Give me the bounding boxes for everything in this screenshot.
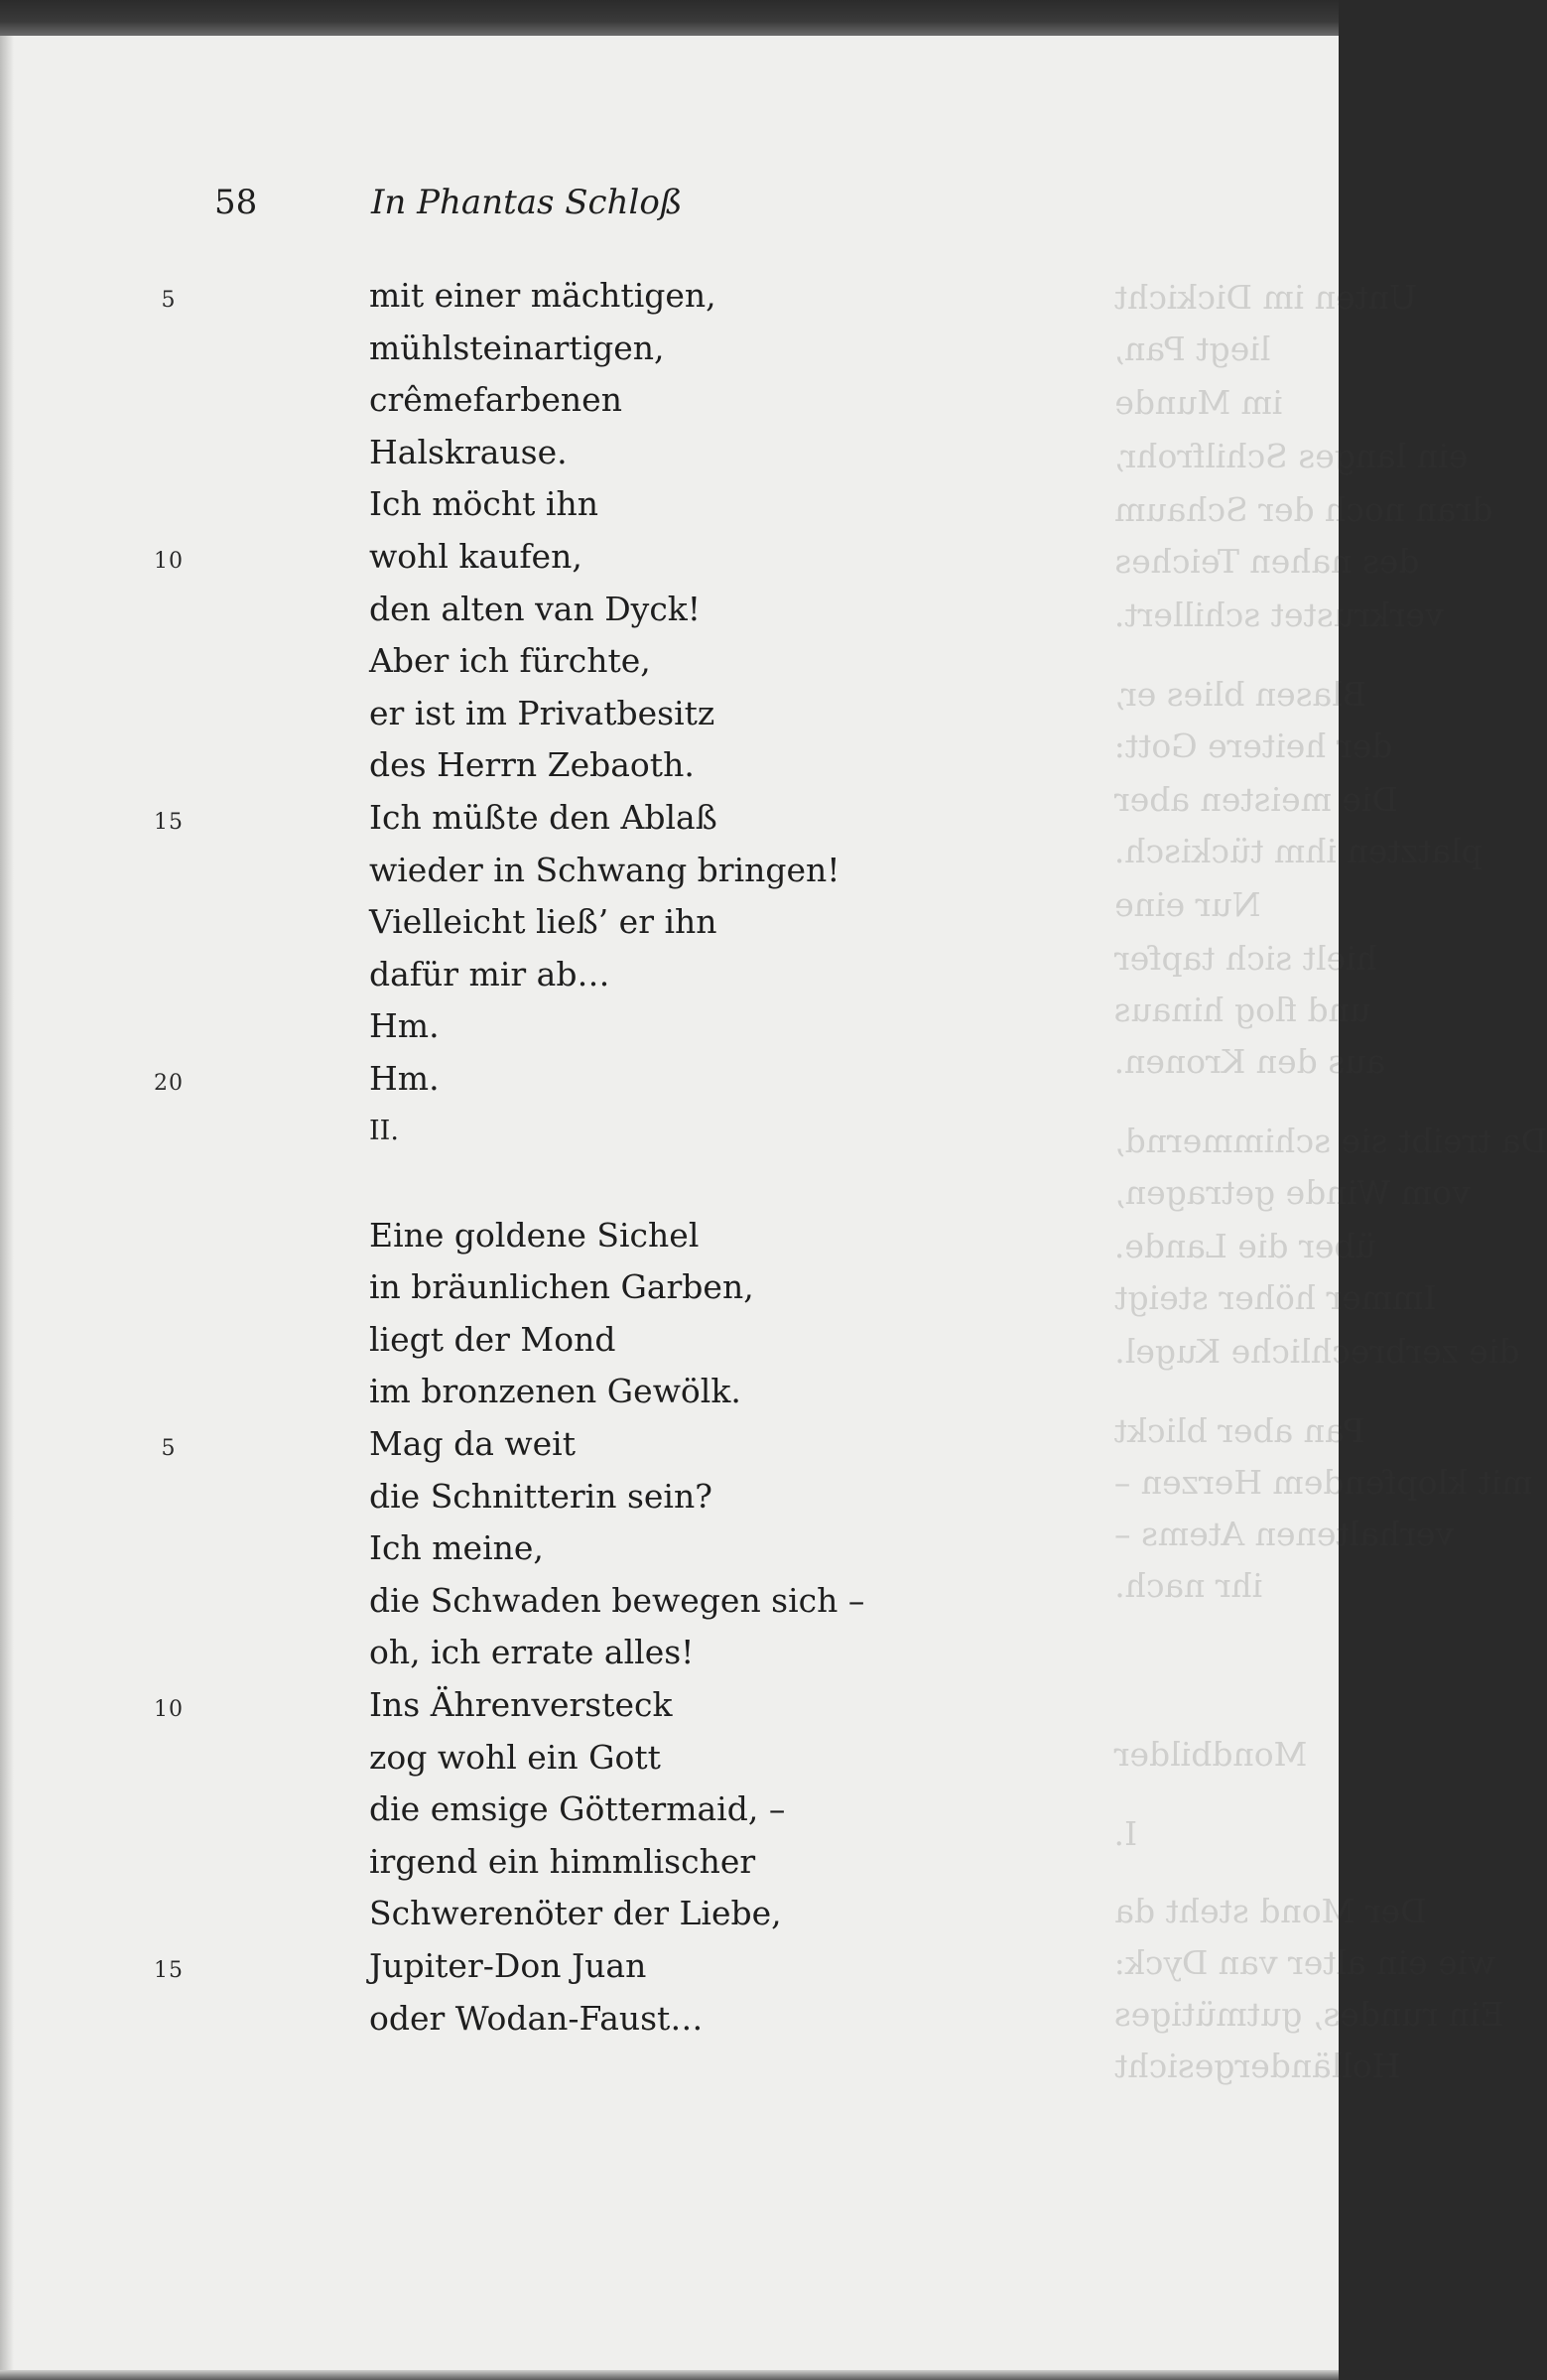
bleed-line: ihr nach. [1114, 1566, 1263, 1605]
stanza-gap [369, 1157, 864, 1210]
bleed-line: I. [1114, 1814, 1138, 1853]
bleed-line: Der Mond steht da [1114, 1892, 1427, 1930]
bleed-line: verkrustet schillert. [1114, 595, 1444, 634]
poem-line: die Schnitterin sein? [369, 1476, 712, 1516]
bleed-line: ein langes Schilfrohr, [1114, 437, 1469, 475]
bleed-line: der heitere Gott: [1114, 727, 1393, 765]
poem-line: Aber ich fürchte, [369, 641, 651, 681]
poem-line: zog wohl ein Gott [369, 1737, 661, 1777]
poem [369, 270, 864, 2045]
page-bottom-edge [0, 2370, 1339, 2380]
bleed-line: aus den Kronen. [1114, 1042, 1386, 1081]
poem-line: mühlsteinartigen, [369, 328, 665, 367]
poem-line: Mag da weit [369, 1424, 576, 1464]
poem-line: die emsige Göttermaid, – [369, 1789, 786, 1829]
poem-line: in bräunlichen Garben, [369, 1267, 754, 1307]
poem-line: Ich möcht ihn [369, 484, 598, 524]
bleed-line: Da treibt sie schimmernd, [1114, 1122, 1547, 1160]
poem-line: Hm. [369, 1058, 440, 1098]
poem-line: Eine goldene Sichel [369, 1215, 700, 1255]
poem-line: Vielleicht ließ’ er ihn [369, 902, 717, 942]
bleed-line: verhaltenen Atems – [1114, 1515, 1455, 1553]
bleed-line: Blasen blies er, [1114, 675, 1367, 714]
bleed-line: Die meisten aber [1114, 780, 1398, 819]
poem-line: Ich müßte den Ablaß [369, 797, 717, 837]
bleed-line: die zerbrechliche Kugel. [1114, 1332, 1520, 1371]
bleed-line: dran noch der Schaum [1114, 490, 1493, 529]
bleed-line: Immer höher steigt [1114, 1278, 1437, 1317]
poem-line: er ist im Privatbesitz [369, 693, 715, 732]
poem-line: wieder in Schwang bringen! [369, 850, 840, 889]
bleed-line: Mondbilder [1114, 1735, 1308, 1774]
bleed-line: im Munde [1114, 383, 1283, 422]
poem-line: Ins Ährenversteck [369, 1685, 673, 1725]
poem-line: oh, ich errate alles! [369, 1633, 695, 1672]
poem-line: Hm. [369, 1006, 440, 1046]
poem-line: den alten van Dyck! [369, 589, 702, 628]
bleed-line: und flog hinaus [1114, 991, 1371, 1029]
bleed-line: liegt Pan, [1114, 330, 1271, 368]
bleed-line: vom Winde getragen, [1114, 1173, 1471, 1212]
bleed-line: Unten im Dickicht [1114, 278, 1417, 317]
section-heading: II. [369, 1115, 399, 1146]
line-number: 5 [161, 1436, 177, 1461]
poem-line: Halskrause. [369, 432, 568, 471]
line-number: 15 [154, 810, 184, 835]
running-title: In Phantas Schloß [371, 183, 683, 222]
poem-line: des Herrn Zebaoth. [369, 745, 695, 785]
page-gutter-shadow [0, 36, 14, 2380]
page-top-edge [0, 0, 1339, 36]
poem-line: irgend ein himmlischer [369, 1841, 756, 1881]
poem-line: Ich meine, [369, 1528, 544, 1568]
line-number: 10 [154, 549, 184, 574]
poem-line: Jupiter-Don Juan [369, 1946, 647, 1985]
bleed-line: mit klopfendem Herzen – [1114, 1463, 1533, 1502]
poem-line: dafür mir ab… [369, 954, 610, 993]
page-number: 58 [214, 183, 258, 222]
bleed-line: Ein rundes, gutmütiges [1114, 1995, 1504, 2034]
bleed-line: wie ein alter van Dyck: [1114, 1943, 1496, 1982]
line-number: 10 [154, 1697, 184, 1722]
poem-line: Schwerenöter der Liebe, [369, 1894, 782, 1933]
bleed-line: über die Lande. [1114, 1227, 1376, 1265]
poem-line: im bronzenen Gewölk. [369, 1372, 741, 1411]
poem-line: wohl kaufen, [369, 536, 582, 576]
poem-line: liegt der Mond [369, 1319, 616, 1359]
bleed-line: Holländergesicht [1114, 2047, 1401, 2085]
bleed-line: Pan aber blickt [1114, 1411, 1365, 1450]
poem-line: die Schwaden bewegen sich – [369, 1580, 865, 1620]
poem-line: crêmefarbenen [369, 380, 622, 420]
bleed-line: Nur eine [1114, 885, 1261, 924]
bleed-line: des nahen Teiches [1114, 542, 1420, 581]
poem-line: oder Wodan-Faust… [369, 1998, 704, 2038]
line-number: 5 [161, 288, 177, 313]
line-number: 20 [154, 1071, 184, 1096]
poem-line: mit einer mächtigen, [369, 276, 716, 315]
bleed-line: platzten ihm tückisch. [1114, 832, 1483, 870]
bleed-line: hielt sich tapfer [1114, 939, 1377, 978]
line-number: 15 [154, 1958, 184, 1983]
